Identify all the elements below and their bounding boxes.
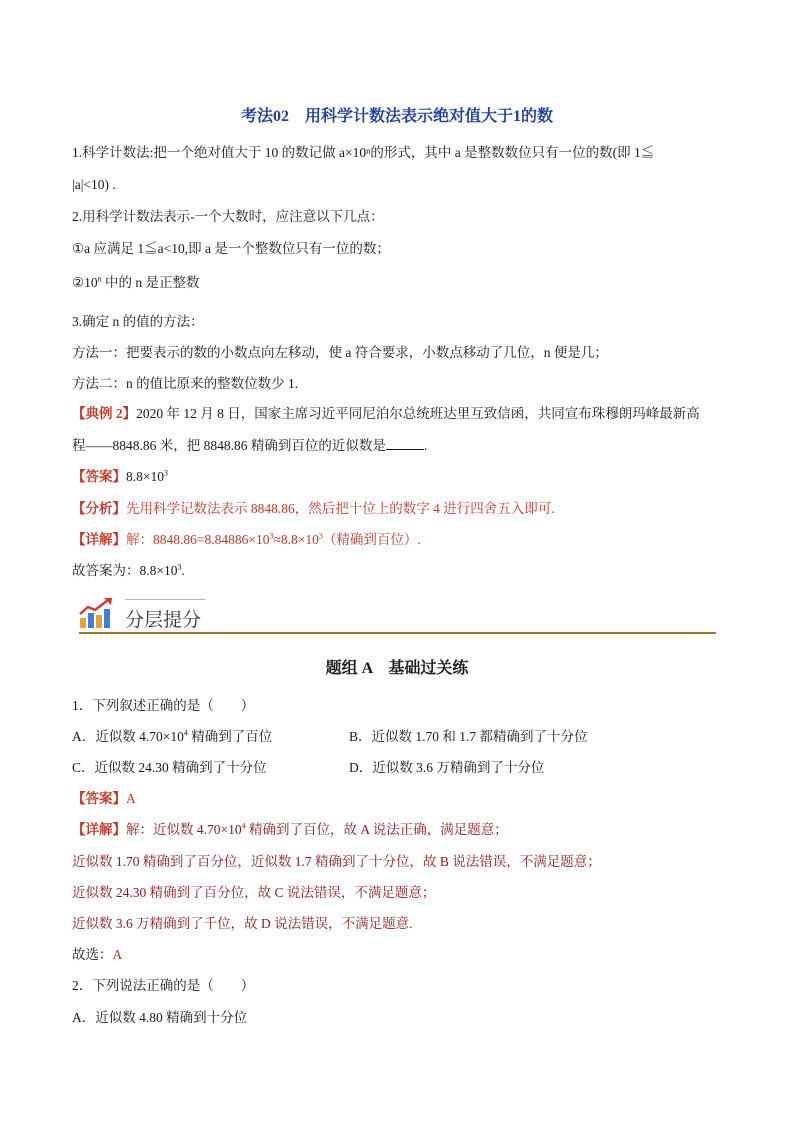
question-2: 2．下列说法正确的是（ ） — [72, 978, 255, 993]
method-one: 方法一：把要表示的数的小数点向左移动，使 a 符合要求，小数点移动了几位，n 便是几； — [72, 345, 608, 360]
answer-value: 8.8×10 — [126, 469, 164, 484]
q1-a-sup: 4 — [183, 728, 188, 738]
detail-line — [72, 531, 421, 549]
detail-text-1: 解：8848.86=8.84886×10 — [126, 532, 270, 547]
p4-sup: n — [97, 274, 102, 284]
section-title: 考法02 用科学计数法表示绝对值大于1的数 — [240, 108, 553, 125]
q1-detail-1-pre: 解：近似数 4.70×10 — [126, 822, 242, 837]
conclusion-sup: 3 — [177, 562, 182, 572]
bar-chart-icon — [78, 596, 118, 630]
detail-sup-1: 3 — [269, 531, 274, 541]
q1-selection-value: A — [112, 947, 123, 962]
q1-option-b: B．近似数 1.70 和 1.7 都精确到了十分位 — [349, 729, 588, 744]
paragraph-3: ①a 应满足 1≦a<10,即 a 是一个整数位只有一位的数； — [72, 241, 390, 256]
q1-detail-1-post: 精确到了百位，故 A 说法正确，满足题意； — [245, 822, 508, 837]
answer-sup: 3 — [164, 468, 168, 478]
q1-detail-tag: 【详解】 — [72, 822, 126, 837]
paragraph-1a: 1.科学计数法:把一个绝对值大于 10 的数记做 a×10ⁿ的形式，其中 a 是整数数位只有一位的数(即 1≦ — [72, 145, 655, 160]
p4-pre: ②10 — [72, 275, 98, 290]
q2-option-a: A．近似数 4.80 精确到十分位 — [72, 1010, 248, 1025]
group-title: 题组 A 基础过关练 — [325, 660, 469, 677]
q1-option-a — [72, 728, 272, 746]
example-2-line-2 — [72, 437, 427, 455]
q1-detail-1-sup: 4 — [241, 821, 246, 831]
q1-detail-1 — [72, 821, 508, 839]
q1-answer — [72, 790, 136, 808]
example-2-text-a: 2020 年 12 月 8 日，国家主席习近平同尼泊尔总统班达里互致信函，共同宣布珠穆朗玛峰最新高 — [136, 406, 700, 421]
q1-a-pre: A．近似数 4.70×10 — [72, 729, 184, 744]
q1-answer-value: A — [126, 791, 136, 806]
q1-selection — [72, 946, 122, 964]
paragraph-1b: |a|<10) . — [72, 177, 116, 192]
q1-detail-2: 近似数 1.70 精确到了百分位，近似数 1.7 精确到了十分位，故 B 说法错误，不满足题意； — [72, 854, 601, 869]
answer-blank — [386, 437, 424, 450]
detail-text-2: ≈8.8×10 — [273, 532, 319, 547]
q1-option-c: C．近似数 24.30 精确到了十分位 — [72, 760, 267, 775]
example-2-text-b: 程——8848.86 米，把 8848.86 精确到百位的近似数是 — [72, 438, 386, 453]
detail-sup-2: 3 — [318, 531, 323, 541]
q1-a-post: 精确到了百位 — [187, 729, 273, 744]
q1-detail-4: 近似数 3.6 万精确到了千位，故 D 说法错误，不满足题意. — [72, 916, 413, 931]
answer-line — [72, 468, 168, 486]
analysis-line — [72, 500, 555, 518]
detail-tag: 【详解】 — [72, 532, 126, 547]
example-2-end: . — [423, 438, 428, 453]
answer-tag: 【答案】 — [72, 469, 126, 484]
banner-accent-line — [125, 599, 205, 600]
q1-detail-3: 近似数 24.30 精确到了百分位，故 C 说法错误，不满足题意； — [72, 885, 436, 900]
example-2-tag: 【典例 2】 — [72, 406, 137, 421]
method-two: 方法二：n 的值比原来的整数位数少 1. — [72, 376, 299, 391]
p4-post: 中的 n 是正整数 — [101, 275, 200, 290]
banner-divider — [79, 632, 716, 634]
q1-answer-tag: 【答案】 — [72, 791, 126, 806]
q1-option-d: D．近似数 3.6 万精确到了十分位 — [349, 760, 545, 775]
analysis-text: 先用科学记数法表示 8848.86，然后把十位上的数字 4 进行四舍五入即可. — [126, 501, 555, 516]
question-1: 1．下列叙述正确的是（ ） — [72, 698, 255, 713]
example-2-line-1 — [72, 405, 700, 423]
conclusion-line — [72, 562, 185, 580]
analysis-tag: 【分析】 — [72, 501, 126, 516]
conclusion-end: . — [181, 563, 185, 578]
paragraph-4 — [72, 274, 199, 292]
q1-selection-pre: 故选： — [72, 947, 113, 962]
paragraph-2: 2.用科学计数法表示-一个大数时，应注意以下几点： — [72, 209, 384, 224]
detail-text-3: （精确到百位）. — [322, 532, 421, 547]
conclusion-text: 故答案为：8.8×10 — [72, 563, 178, 578]
banner-label: 分层提分 — [125, 609, 202, 631]
paragraph-5: 3.确定 n 的值的方法： — [72, 314, 204, 329]
